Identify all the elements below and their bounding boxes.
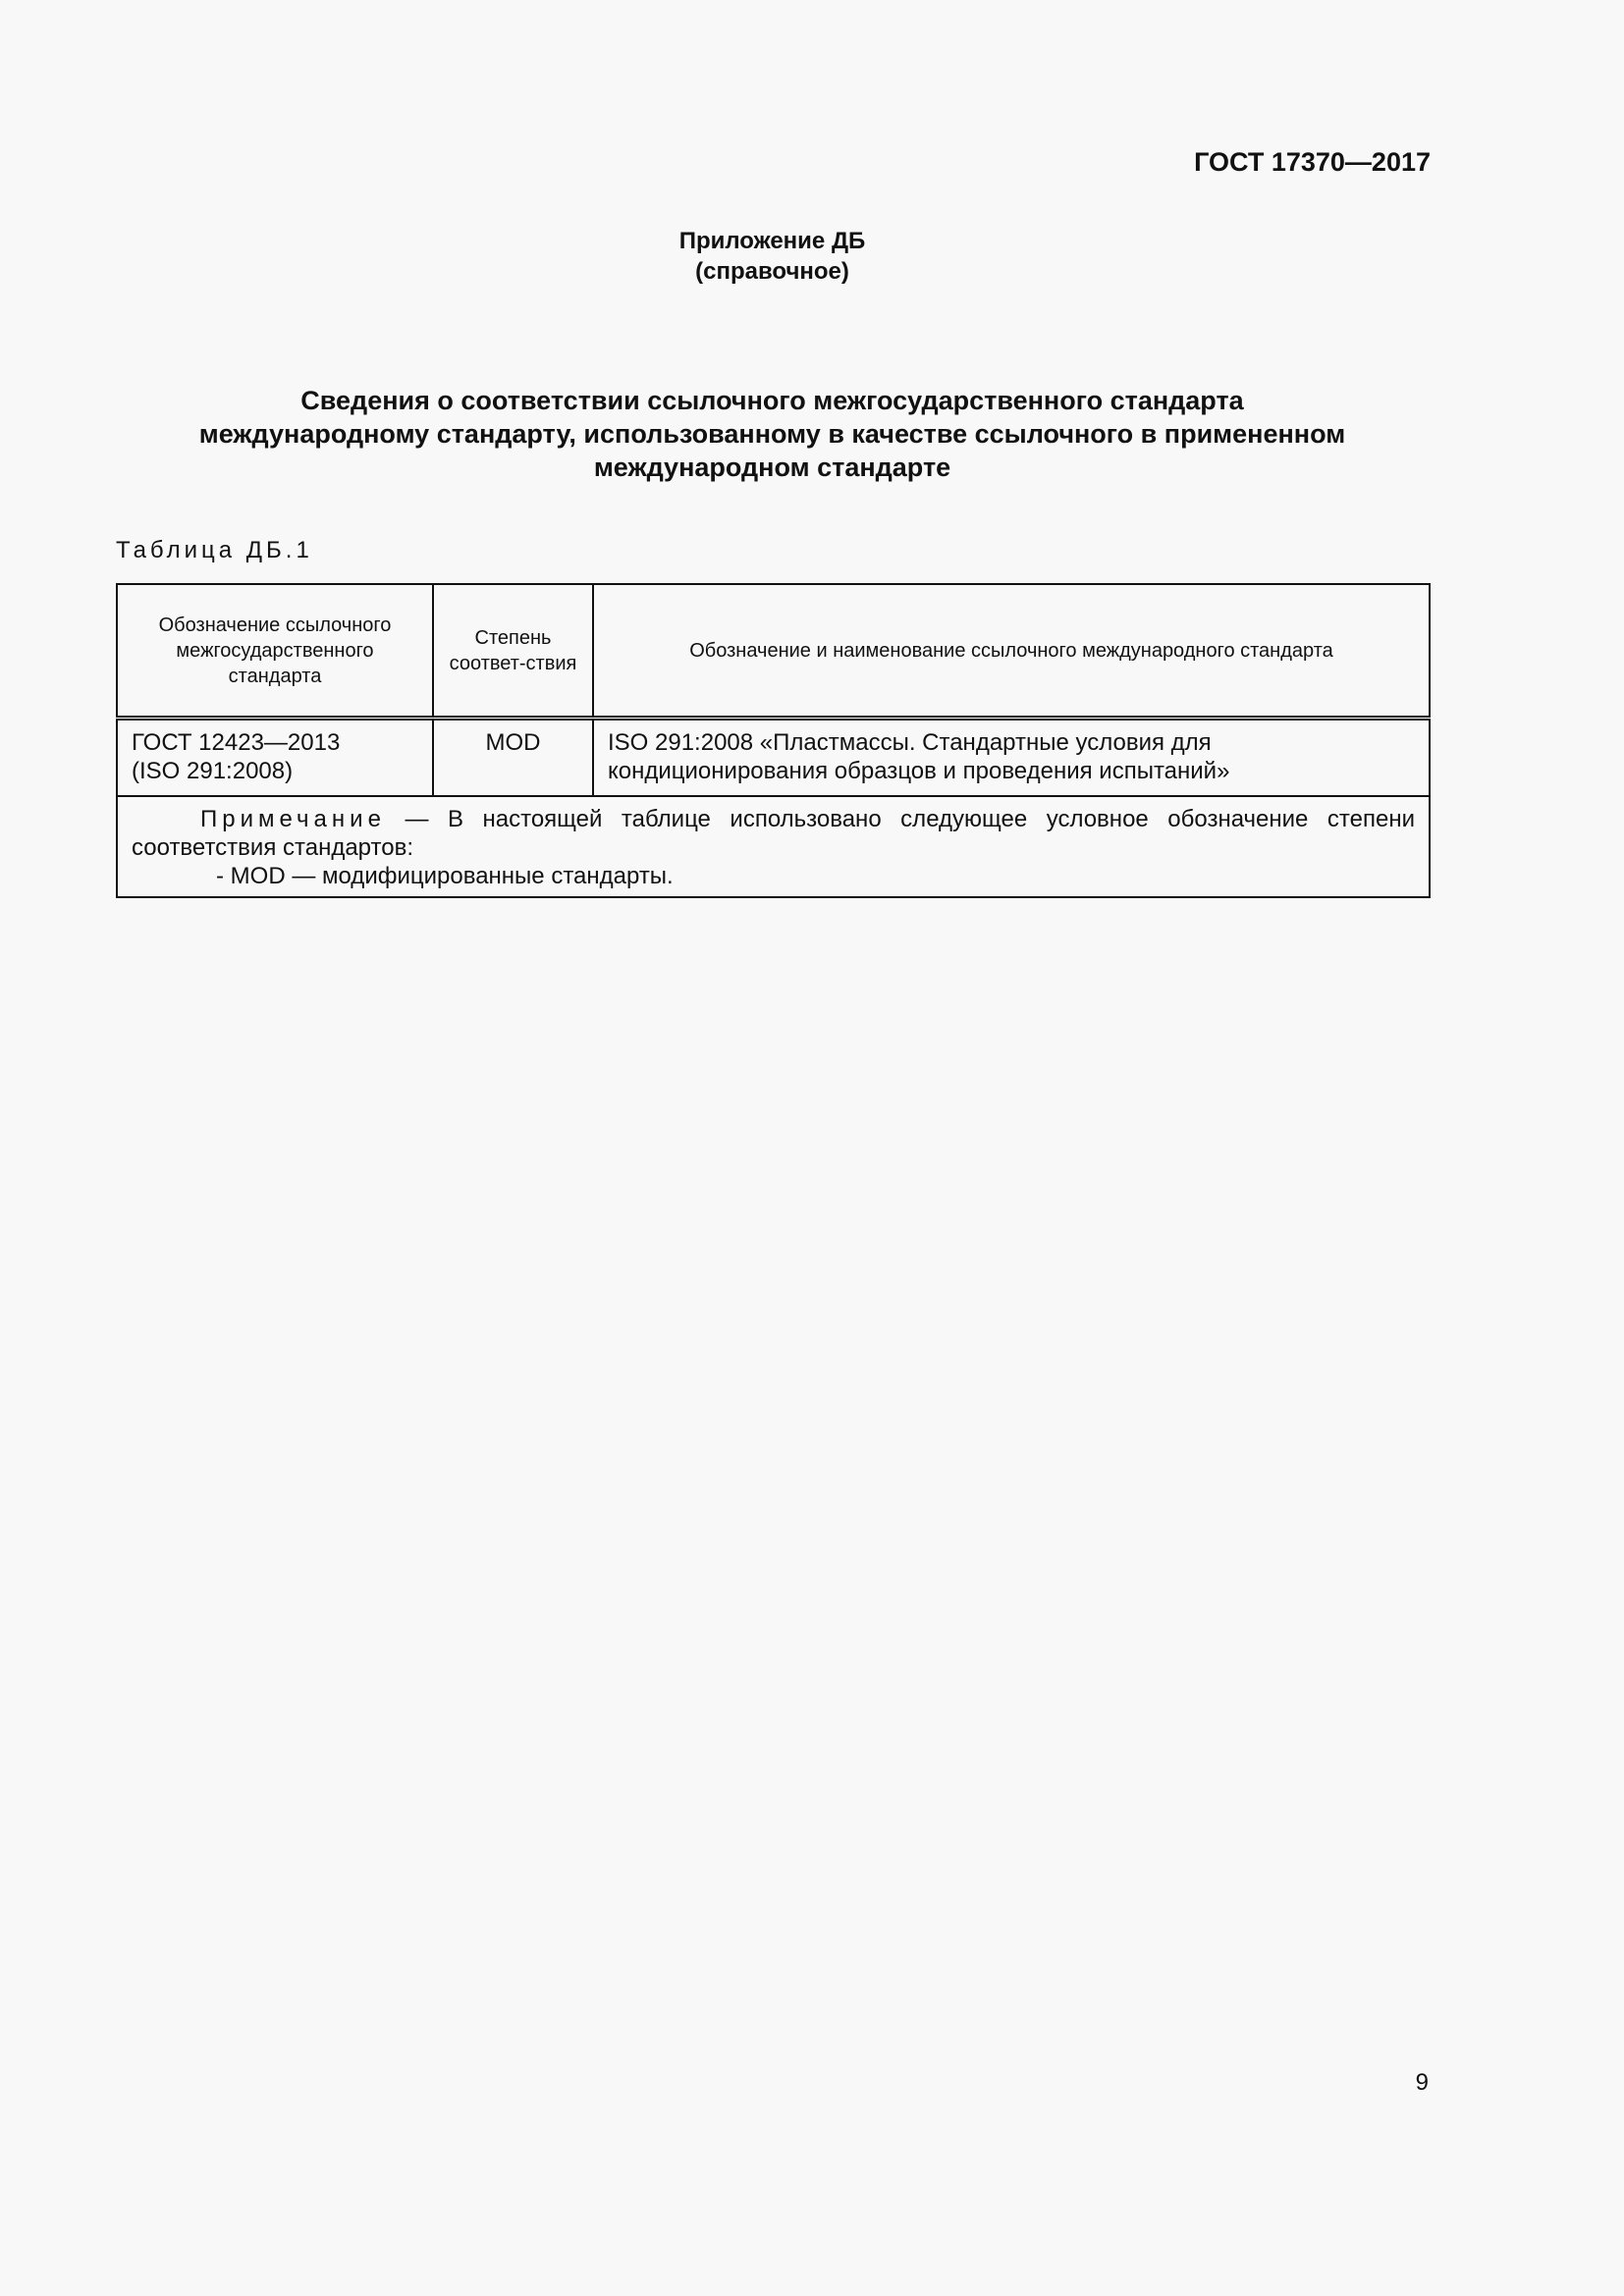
ref-standard-code: ГОСТ 12423—2013 bbox=[132, 729, 341, 756]
table-note-row bbox=[117, 796, 1430, 897]
section-heading bbox=[147, 384, 1397, 484]
cell-ref-standard bbox=[117, 719, 433, 797]
table-caption: Таблица ДБ.1 bbox=[116, 537, 313, 563]
document-code: ГОСТ 17370—2017 bbox=[1194, 147, 1431, 177]
reference-table bbox=[116, 583, 1431, 898]
header-ref-standard: Обозначение ссылочного межгосударственного стандарта bbox=[117, 584, 433, 719]
cell-intl-standard: ISO 291:2008 «Пластмассы. Стандартные условия для кондиционирования образцов и проведения испытаний» bbox=[593, 719, 1430, 797]
appendix-subtitle: (справочное) bbox=[695, 258, 849, 285]
header-degree: Степень соответ-ствия bbox=[433, 584, 593, 719]
table-row bbox=[117, 719, 1430, 797]
page-number: 9 bbox=[1415, 2069, 1429, 2096]
heading-line-1: Сведения о соответствии ссылочного межгосударственного стандарта bbox=[300, 386, 1244, 415]
table-header-row bbox=[117, 584, 1430, 719]
ref-standard-iso: (ISO 291:2008) bbox=[132, 758, 294, 784]
note-label: Примечание bbox=[200, 806, 386, 832]
table-note bbox=[117, 796, 1430, 897]
cell-degree: MOD bbox=[433, 719, 593, 797]
appendix-title: Приложение ДБ bbox=[678, 228, 866, 254]
heading-line-2: международному стандарту, использованному в качестве ссылочного в примененном bbox=[198, 419, 1346, 449]
note-list-item: - MOD — модифицированные стандарты. bbox=[216, 863, 674, 889]
appendix-block bbox=[0, 226, 1544, 287]
header-intl-standard: Обозначение и наименование ссылочного международного стандарта bbox=[593, 584, 1430, 719]
note-text: — В настоящей таблице использовано следующее условное обозначение степени соответствия стандартов: bbox=[132, 806, 1415, 861]
heading-line-3: международном стандарте bbox=[593, 453, 951, 482]
